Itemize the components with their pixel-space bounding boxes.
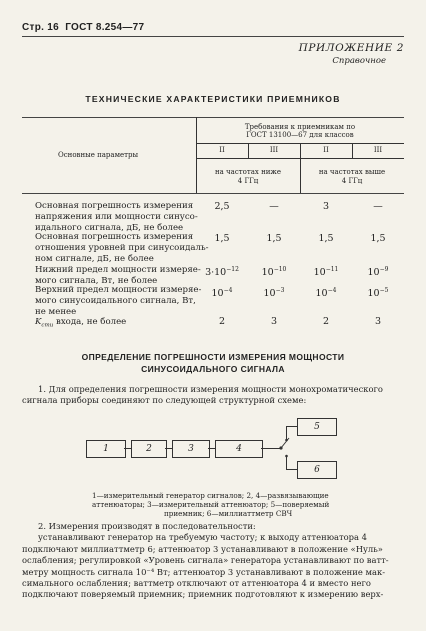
table-cell: 2	[218, 316, 226, 327]
freq-low-label: на частотах ниже	[214, 168, 281, 176]
connector	[286, 469, 297, 470]
table-class: III	[373, 146, 383, 154]
table-cell: $10^{-4}$	[211, 287, 233, 300]
table-top-rule	[22, 117, 404, 118]
appendix-subtitle: Справочное	[332, 56, 386, 66]
page-number: Стр. 16	[22, 22, 60, 33]
table-cell: 3	[270, 316, 278, 327]
connector	[165, 448, 172, 449]
diagram-caption: 1—измерительный генератор сигналов; 2, 4—развязывающие аттенюаторы; 3—измерительный аттенюатор; 5—поверяемый приемник; 6—миллиаттметр СВЧ	[92, 491, 330, 519]
table-cell: $10^{-11}$	[313, 266, 339, 279]
table-class: II	[219, 146, 225, 154]
table-cell: 3	[322, 201, 330, 212]
section2-title: ОПРЕДЕЛЕНИЕ ПОГРЕШНОСТИ ИЗМЕРЕНИЯ МОЩНОСТИ	[81, 352, 345, 362]
block-receiver: 5	[297, 418, 337, 436]
block-attenuator: 2	[131, 440, 167, 458]
table-row-label: Нижний предел мощности измеряе- мого сигнала, Вт, не более	[35, 265, 201, 286]
table-cell: 1,5	[318, 233, 334, 244]
table-group-header: ГОСТ 13100—67 для классов	[246, 131, 354, 139]
table-header-rule	[22, 193, 404, 194]
connector	[286, 426, 297, 427]
table-row-label: Основная погрешность измерения напряжения или мощности синусо- идального сигнала, дБ, не более	[35, 201, 198, 233]
table-param-header: Основные параметры	[58, 151, 139, 159]
table-cell: 3	[374, 316, 382, 327]
table-cell: 2	[322, 316, 330, 327]
table-cell: —	[373, 201, 383, 212]
table-row-label: Верхний предел мощности измеряе- мого синусоидального сигнала, Вт, не менее	[35, 285, 202, 317]
paragraph: 1. Для определения погрешности измерения мощности монохроматического сигнала приборы соединяют по следующей структурной схеме:	[22, 384, 383, 406]
table-cell: 1,5	[370, 233, 386, 244]
table-cell: —	[269, 201, 279, 212]
table-cell: $10^{-4}$	[315, 287, 337, 300]
table-class: II	[323, 146, 329, 154]
freq-low-label: 4 ГГц	[237, 177, 259, 185]
appendix-title: ПРИЛОЖЕНИЕ 2	[298, 42, 404, 54]
table-group-header: Требования к приемникам по	[244, 123, 356, 131]
table-cell: $10^{-3}$	[263, 287, 285, 300]
table-cell: 2,5	[214, 201, 230, 212]
block-generator: 1	[86, 440, 126, 458]
paragraph: 2. Измерения производят в последовательности: устанавливают генератор на требуемую частоту; к выходу аттенюатора 4 подключают миллиаттметр 6; аттенюатор 3 устанавливают в положение «Нуль» ослабления; регулировкой «Уровень сигнала» генератора устанавливают по ватт- метру мощность сигнала 10⁻⁴ Вт; аттенюатор 3 устанавливают в положение мак- симального ослабления; ваттметр отключают от аттенюатора 4 и вместо него подключают поверяемый приемник; приемник подготовляют к измерению верх-	[22, 521, 389, 600]
table-cell: 1,5	[266, 233, 282, 244]
freq-high-label: на частотах выше	[318, 168, 386, 176]
connector	[208, 448, 215, 449]
connector	[124, 448, 131, 449]
table-row-label: $K_{сти}$ входа, не более	[35, 317, 127, 329]
table-class: III	[269, 146, 279, 154]
table-cell: $3\cdot 10^{-12}$	[205, 266, 239, 279]
switch-icon	[276, 432, 296, 464]
table-cell: 1,5	[214, 233, 230, 244]
table-cell: $10^{-10}$	[261, 266, 287, 279]
section-title: ТЕХНИЧЕСКИЕ ХАРАКТЕРИСТИКИ ПРИЕМНИКОВ	[85, 94, 341, 104]
freq-high-label: 4 ГГц	[341, 177, 363, 185]
block-measuring-attenuator: 3	[172, 440, 210, 458]
table-row-label: Основная погрешность измерения отношения уровней при синусоидаль- ном сигнале, дБ, не более	[35, 232, 209, 264]
page-header	[22, 22, 144, 33]
block-attenuator: 4	[215, 440, 263, 458]
table-cell: $10^{-9}$	[367, 266, 389, 279]
header-rule	[22, 36, 404, 37]
table-cell: $10^{-5}$	[367, 287, 389, 300]
standard-code: ГОСТ 8.254—77	[65, 22, 145, 33]
section2-title: СИНУСОИДАЛЬНОГО СИГНАЛА	[141, 364, 285, 374]
block-milliwattmeter: 6	[297, 461, 337, 479]
